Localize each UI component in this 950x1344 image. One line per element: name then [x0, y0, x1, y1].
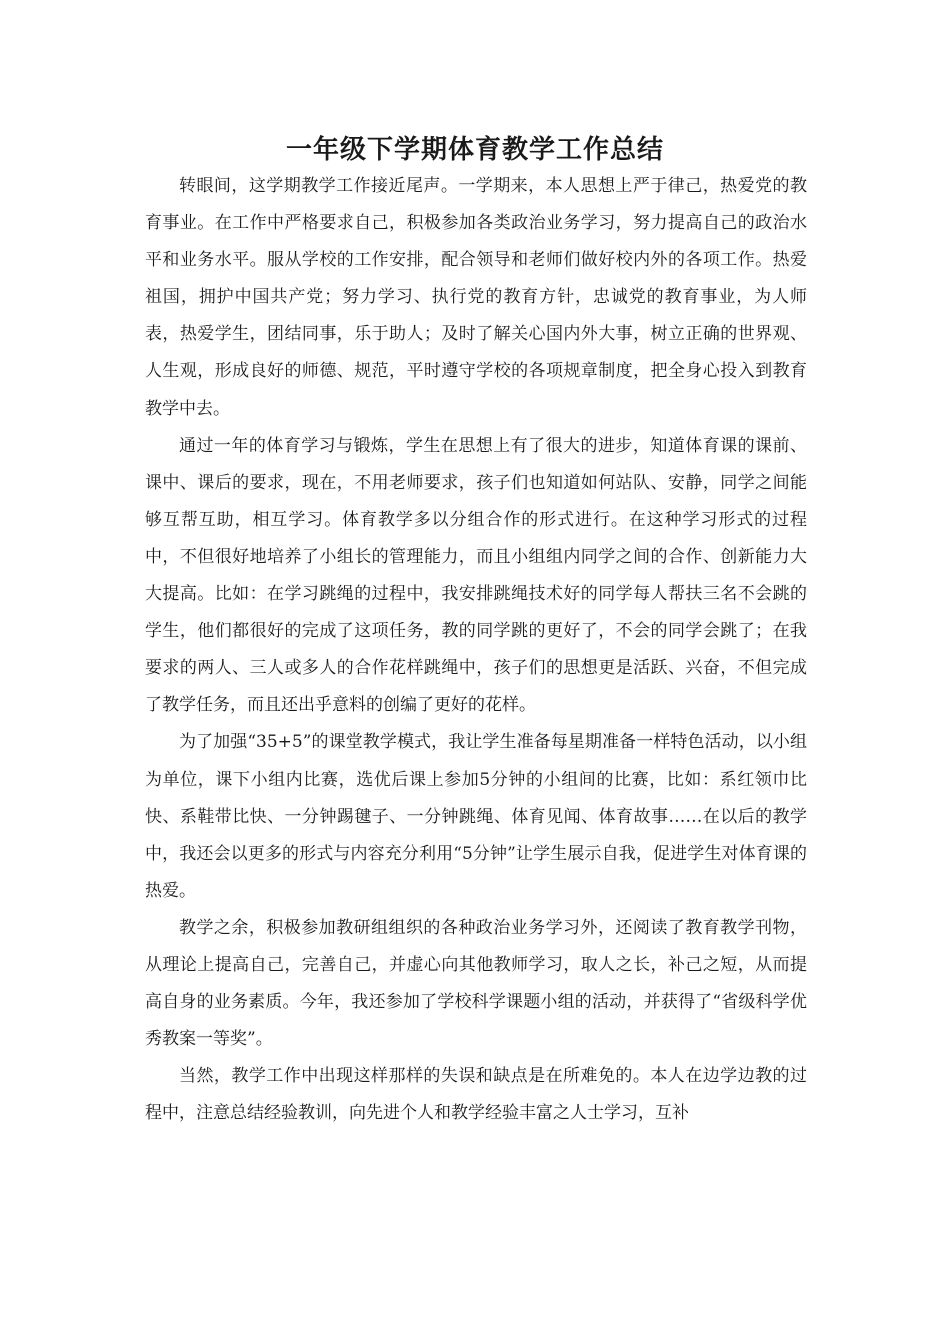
document-title: 一年级下学期体育教学工作总结	[285, 135, 664, 165]
paragraph-4: 教学之余，积极参加教研组组织的各种政治业务学习外，还阅读了教育教学刊物，从理论上提高自己，完善自己，并虚心向其他教师学习，取人之长，补己之短，从而提高自身的业务素质。今年，我还参加了学校科学课题小组的活动，并获得了“省级科学优秀教案一等奖”。	[145, 917, 807, 1050]
paragraph-3: 为了加强“35+5”的课堂教学模式，我让学生准备每星期准备一样特色活动，以小组为单位，课下小组内比赛，选优后课上参加5分钟的小组间的比赛，比如：系红领巾比快、系鞋带比快、一分钟踢毽子、一分钟跳绳、体育见闻、体育故事……在以后的教学中，我还会以更多的形式与内容充分利用“5分钟”让学生展示自我，促进学生对体育课的热爱。	[145, 732, 807, 901]
paragraph-2: 通过一年的体育学习与锻炼，学生在思想上有了很大的进步，知道体育课的课前、课中、课后的要求，现在，不用老师要求，孩子们也知道如何站队、安静，同学之间能够互帮互助，相互学习。体育教学多以分组合作的形式进行。在这种学习形式的过程中，不但很好地培养了小组长的管理能力，而且小组组内同学之间的合作、创新能力大大提高。比如：在学习跳绳的过程中，我安排跳绳技术好的同学每人帮扶三名不会跳的学生，他们都很好的完成了这项任务，教的同学跳的更好了，不会的同学会跳了；在我要求的两人、三人或多人的合作花样跳绳中，孩子们的思想更是活跃、兴奋，不但完成了教学任务，而且还出乎意料的创编了更好的花样。	[145, 435, 807, 716]
paragraph-1: 转眼间，这学期教学工作接近尾声。一学期来，本人思想上严于律己，热爱党的教育事业。在工作中严格要求自己，积极参加各类政治业务学习，努力提高自己的政治水平和业务水平。服从学校的工作安排，配合领导和老师们做好校内外的各项工作。热爱祖国，拥护中国共产党；努力学习、执行党的教育方针，忠诚党的教育事业，为人师表，热爱学生，团结同事，乐于助人；及时了解关心国内外大事，树立正确的世界观、人生观，形成良好的师德、规范，平时遵守学校的各项规章制度，把全身心投入到教育教学中去。	[145, 176, 807, 419]
document-body	[145, 168, 807, 1132]
paragraph-5: 当然，教学工作中出现这样那样的失误和缺点是在所难免的。本人在边学边教的过程中，注意总结经验教训，向先进个人和教学经验丰富之人士学习，互补	[145, 1066, 807, 1124]
